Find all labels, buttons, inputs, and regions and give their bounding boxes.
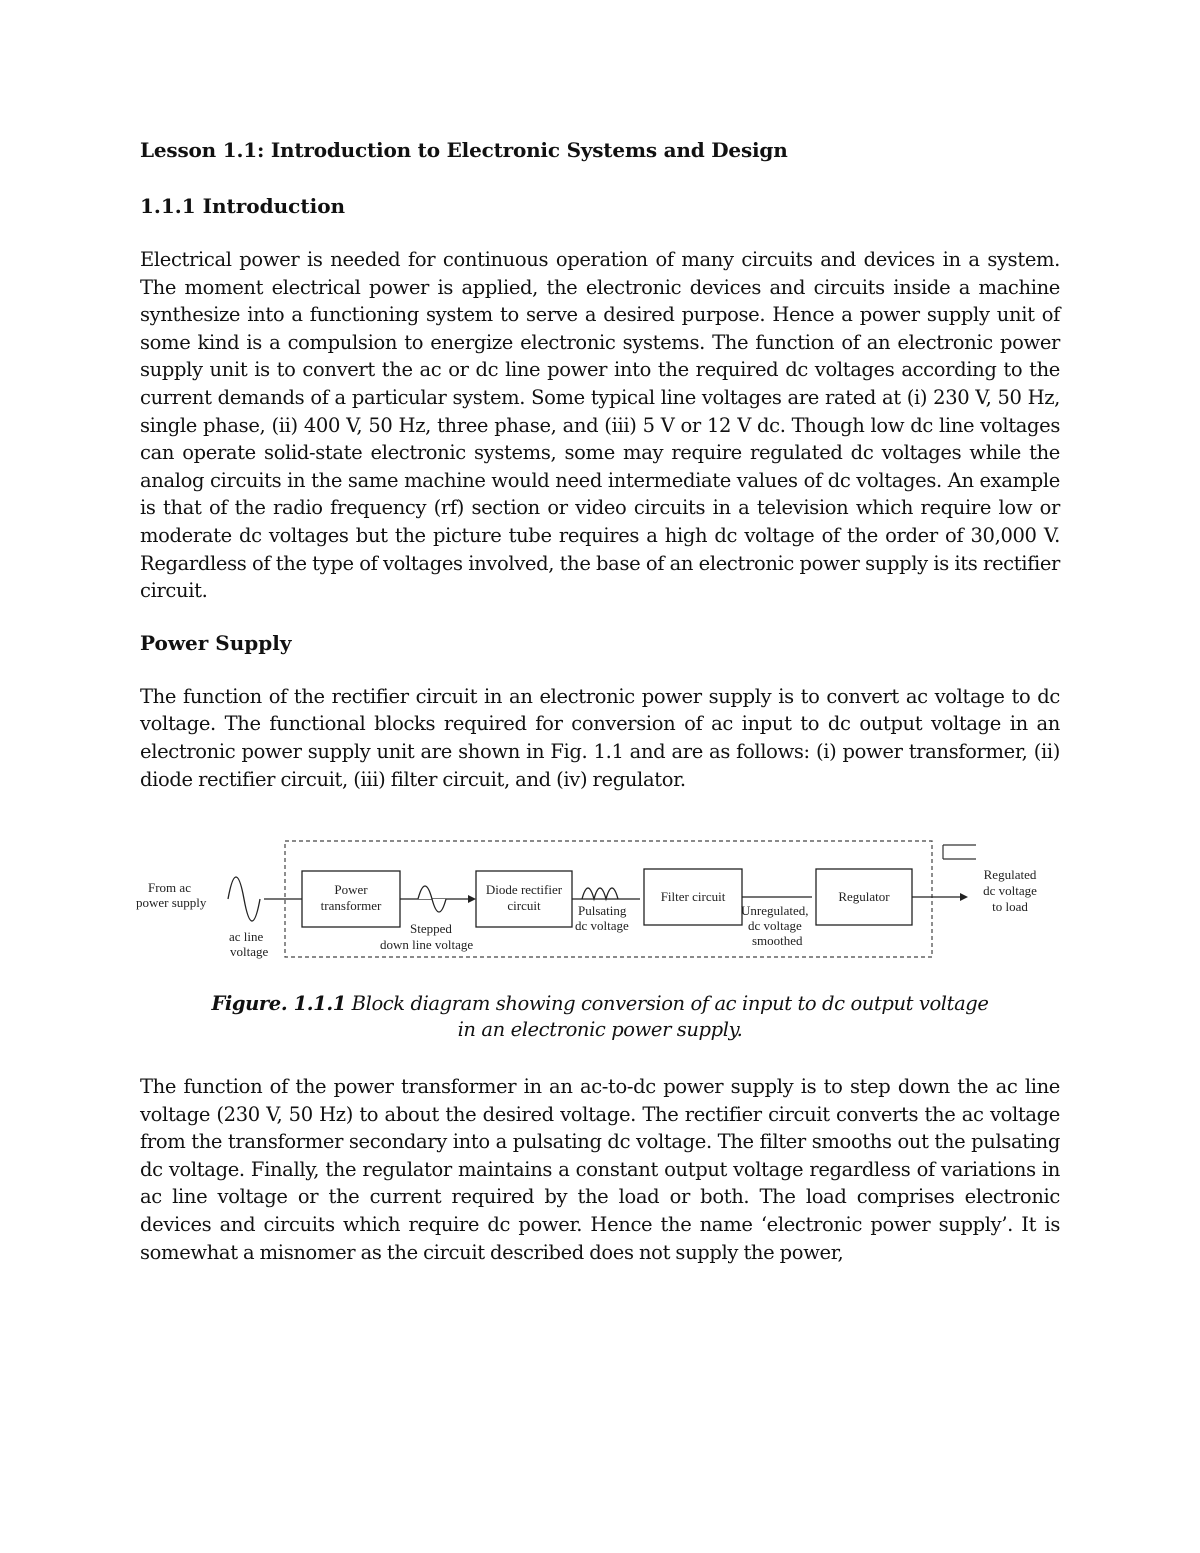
power-supply-paragraph: The function of the rectifier circuit in an electronic power supply is to convert ac voltage to dc voltage. The functional blocks required for conversion of ac input to dc output voltage in an electronic power supply unit are shown in Fig. 1.1 and are as follows: (i) power transformer, (ii) diode rectifier circuit, (iii) filter circuit, and (iv) regulator. bbox=[140, 684, 1060, 791]
figure-caption-line1: Block diagram showing conversion of ac input to dc output voltage bbox=[345, 992, 989, 1016]
input-label-line1: From ac bbox=[148, 880, 191, 896]
closing-paragraph: The function of the power transformer in an ac-to-dc power supply is to step down the ac line voltage (230 V, 50 Hz) to about the desired voltage. The rectifier circuit converts the ac voltage from the transformer secondary into a pulsating dc voltage. The filter smooths out the pulsating dc voltage. Finally, the regulator maintains a constant output voltage regardless of variations in ac line voltage or the current required by the load or both. The load comprises electronic devices and circuits which require dc power. Hence the name ‘electronic power supply’. It is somewhat a misnomer as the circuit described does not supply the power, bbox=[140, 1075, 1060, 1264]
output-label-line3: to load bbox=[992, 899, 1028, 915]
lesson-title: Lesson 1.1: Introduction to Electronic Systems and Design bbox=[140, 138, 788, 162]
stepped-label-line1: Stepped bbox=[410, 921, 452, 937]
figure-caption bbox=[140, 991, 1060, 1043]
introduction-heading: 1.1.1 Introduction bbox=[140, 194, 346, 218]
ground-symbol-icon bbox=[943, 845, 976, 859]
power-supply-heading: Power Supply bbox=[140, 630, 292, 655]
ac-sine-wave-icon bbox=[228, 877, 260, 921]
filter-circuit-label: Filter circuit bbox=[660, 889, 726, 905]
power-transformer-label-line1: Power bbox=[334, 882, 368, 898]
arrow-icon bbox=[468, 895, 476, 903]
unregulated-label-line2: dc voltage bbox=[748, 918, 802, 934]
pulsating-label-line1: Pulsating bbox=[578, 903, 627, 919]
ac-line-label-line2: voltage bbox=[230, 944, 269, 960]
block-diagram bbox=[136, 831, 1056, 971]
regulator-label: Regulator bbox=[838, 889, 890, 905]
diode-rectifier-label-line2: circuit bbox=[507, 898, 541, 914]
diode-rectifier-label-line1: Diode rectifier bbox=[485, 882, 563, 898]
input-label-line2: power supply bbox=[136, 895, 207, 911]
arrow-icon bbox=[960, 893, 968, 901]
ac-line-label-line1: ac line bbox=[229, 929, 264, 945]
stepped-label-line2: down line voltage bbox=[380, 937, 474, 953]
figure-caption-line2: in an electronic power supply. bbox=[457, 1018, 743, 1042]
output-label-line2: dc voltage bbox=[983, 883, 1037, 899]
block-diagram-figure bbox=[136, 831, 1056, 971]
power-transformer-label-line2: transformer bbox=[320, 898, 382, 914]
unregulated-label-line1: Unregulated, bbox=[741, 903, 809, 919]
pulsating-dc-wave-icon bbox=[582, 888, 618, 899]
document-page bbox=[136, 138, 1060, 1266]
unregulated-label-line3: smoothed bbox=[752, 933, 803, 949]
stepped-sine-wave-icon bbox=[418, 886, 446, 912]
pulsating-label-line2: dc voltage bbox=[575, 918, 629, 934]
introduction-paragraph: Electrical power is needed for continuous operation of many circuits and devices in a system. The moment electrical power is applied, the electronic devices and circuits inside a machine synthesize into a functioning system to serve a desired purpose. Hence a power supply unit of some kind is a compulsion to energize electronic systems. The function of an electronic power supply unit is to convert the ac or dc line power into the required dc voltages according to the current demands of a particular system. Some typical line voltages are rated at (i) 230 V, 50 Hz, single phase, (ii) 400 V, 50 Hz, three phase, and (iii) 5 V or 12 V dc. Though low dc line voltages can operate solid-state electronic systems, some may require regulated dc voltages while the analog circuits in the same machine would need intermediate values of dc voltages. An example is that of the radio frequency (rf) section or video circuits in a television which require low or moderate dc voltages but the picture tube requires a high dc voltage of the order of 30,000 V. Regardless of the type of voltages involved, the base of an electronic power supply is its rectifier circuit. bbox=[140, 248, 1060, 603]
output-label-line1: Regulated bbox=[983, 867, 1037, 883]
figure-caption-label: Figure. 1.1.1 bbox=[211, 992, 346, 1016]
